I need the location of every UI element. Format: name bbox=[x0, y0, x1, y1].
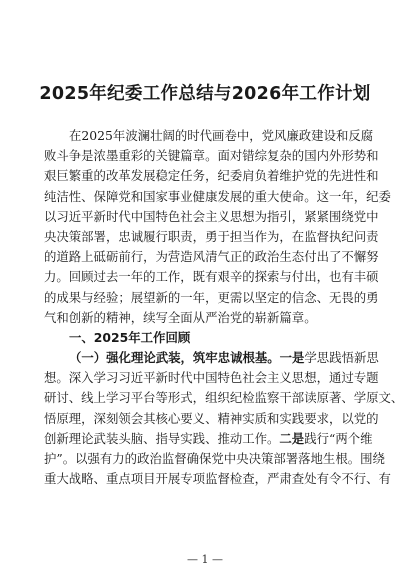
paragraph-line: 以习近平新时代中国特色社会主义思想为指引，紧紧围绕党中 bbox=[44, 208, 379, 224]
section-text: 践行“两个维 bbox=[304, 430, 373, 446]
point-marker: 二是 bbox=[279, 430, 305, 446]
point-marker: 一是 bbox=[279, 350, 305, 366]
document-title: 2025年纪委工作总结与2026年工作计划 bbox=[39, 84, 371, 104]
page-number: — 1 — bbox=[187, 553, 223, 566]
section-line: 护”。以强有力的政治监督确保党中央决策部署落地生根。围绕 bbox=[44, 451, 385, 466]
section-line: 研讨、线上学习平台等形式，组织纪检监察干部读原著、学原文、 bbox=[44, 390, 404, 406]
subsection-text: 学思践悟新思 bbox=[304, 350, 379, 366]
paragraph-line: 的道路上砥砺前行，为营造风清气正的政治生态付出了不懈努 bbox=[44, 249, 379, 265]
paragraph-line: 的成果与经验；展望新的一年，更需以坚定的信念、无畏的勇 bbox=[44, 289, 379, 305]
subsection-line bbox=[44, 348, 379, 368]
section-heading: 一、2025年工作回顾 bbox=[69, 329, 191, 345]
section-line: 悟原理，深刻领会其核心要义、精神实质和实践要求，以党的 bbox=[44, 410, 379, 426]
section-line: 想。深入学习习近平新时代中国特色社会主义思想，通过专题 bbox=[44, 370, 379, 386]
paragraph-line: 艰巨繁重的改革发展稳定任务，纪委肩负着维护党的先进性和 bbox=[44, 168, 379, 184]
paragraph-line: 力。回顾过去一年的工作，既有艰辛的探索与付出，也有丰硕 bbox=[44, 269, 379, 285]
section-line: 重大战略、重点项目开展专项监督检查，严肃查处有令不行、有 bbox=[44, 471, 391, 487]
section-line bbox=[44, 429, 373, 449]
paragraph-line: 央决策部署，忠诚履行职责，勇于担当作为，在监督执纪问责 bbox=[44, 228, 379, 244]
paragraph-line: 纯洁性、保障党和国家事业健康发展的重大使命。这一年，纪委 bbox=[44, 188, 391, 204]
paragraph-line: 气和创新的精神，续写全面从严治党的崭新篇章。 bbox=[44, 309, 317, 325]
document-body bbox=[44, 126, 404, 489]
paragraph-line: 在2025年波澜壮阔的时代画卷中，党风廉政建设和反腐 bbox=[69, 128, 374, 143]
section-text: 创新理论武装头脑、指导实践、推动工作。 bbox=[44, 430, 280, 446]
paragraph-line: 败斗争是浓墨重彩的关键篇章。面对错综复杂的国内外形势和 bbox=[44, 148, 379, 164]
subsection-heading: （一）强化理论武装，筑牢忠诚根基。 bbox=[69, 350, 280, 366]
